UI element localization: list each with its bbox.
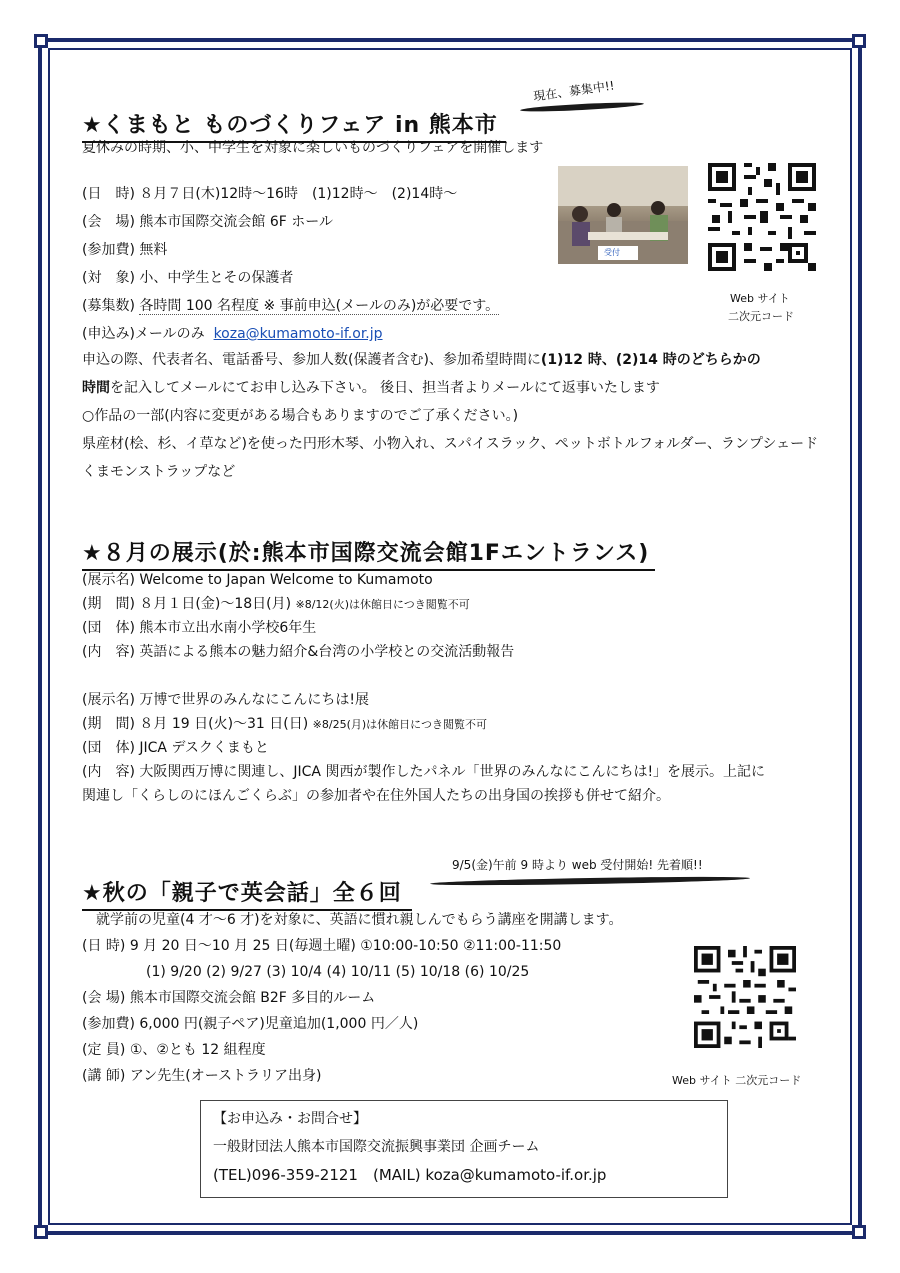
exhibit1-row: (内 容) 英語による熊本の魅力紹介&台湾の小学校との交流活動報告 (82, 644, 515, 660)
info-row-datetime: (日 時) ８月７日(木)12時～16時 (1)12時～ (2)14時～ (82, 186, 458, 202)
info-row-fee: (参加費) 無料 (82, 242, 168, 258)
exhibit2-row: (展示名) 万博で世界のみんなにこんにちは!展 (82, 692, 370, 708)
apply-email-link[interactable]: koza@kumamoto-if.or.jp (213, 326, 383, 342)
info-row-venue: (会 場) 熊本市国際交流会館 B2F 多目的ルーム (82, 990, 376, 1006)
qr-caption: Web サイト (730, 292, 790, 305)
corner-ornament (852, 34, 866, 48)
web-registration-badge: 9/5(金)午前 9 時より web 受付開始! 先着順!! (452, 858, 703, 872)
section1-title: ★くまもと ものづくりフェア in 熊本市 (82, 108, 506, 143)
note-line: 時間を記入してメールにてお申し込み下さい。 後日、担当者よりメールにて返事いたします (82, 380, 660, 396)
event-photo (558, 166, 688, 264)
note-line: 県産材(桧、杉、イ草など)を使った円形木琴、小物入れ、スパイスラック、ペットボトルフォルダー、ランプシェード (82, 436, 819, 452)
corner-ornament (852, 1225, 866, 1239)
contact-line: (TEL)096-359-2121 (MAIL) koza@kumamoto-if.or.jp (213, 1166, 607, 1184)
section3-intro: 就学前の児童(4 才～6 才)を対象に、英語に慣れ親しんでもらう講座を開講します。 (96, 912, 623, 928)
exhibit1-row: (団 体) 熊本市立出水南小学校6年生 (82, 620, 317, 636)
qr-code-website[interactable] (708, 163, 816, 271)
exhibit2-row: (団 体) JICA デスクくまもと (82, 740, 269, 756)
section2-title: ★８月の展示(於:熊本市国際交流会館1Fエントランス) (82, 536, 655, 571)
contact-box (200, 1100, 728, 1198)
info-row-fee: (参加費) 6,000 円(親子ペア)児童追加(1,000 円／人) (82, 1016, 419, 1032)
section3-title: ★秋の「親子で英会話」全６回 (82, 876, 412, 911)
exhibit1-row: (期 間) ８月１日(金)～18日(月) ※8/12(火)は休館日につき閲覧不可 (82, 596, 470, 612)
info-row-venue: (会 場) 熊本市国際交流会館 6F ホール (82, 214, 333, 230)
info-row-instructor: (講 師) アン先生(オーストラリア出身) (82, 1068, 322, 1084)
note-line: ○作品の一部(内容に変更がある場合もありますのでご了承ください。) (82, 408, 519, 424)
info-row-datetime: (日 時) 9 月 20 日～10 月 25 日(毎週土曜) ①10:00-10:50 ②11:00-11:50 (82, 938, 562, 954)
exhibit2-row: (期 間) ８月 19 日(火)～31 日(日) ※8/25(月)は休館日につき閲覧不可 (82, 716, 487, 732)
info-row-apply: (申込み)メールのみ koza@kumamoto-if.or.jp (82, 326, 383, 342)
recruiting-badge: 現在、募集中!! (532, 78, 616, 104)
qr-caption: 二次元コード (728, 310, 794, 323)
photo-sign: 受付 (604, 248, 620, 257)
exhibit2-row: 関連し「くらしのにほんごくらぶ」の参加者や在住外国人たちの出身国の挨拶も併せて紹介。 (82, 788, 670, 804)
corner-ornament (34, 34, 48, 48)
exhibit2-row: (内 容) 大阪関西万博に関連し、JICA 関西が製作したパネル「世界のみんなにこんにちは!」を展示。上記に (82, 764, 766, 780)
note-line: 申込の際、代表者名、電話番号、参加人数(保護者含む)、参加希望時間に(1)12 時、(2)14 時のどちらかの (82, 352, 761, 368)
qr-code-website[interactable] (694, 946, 796, 1048)
exhibit1-row: (展示名) Welcome to Japan Welcome to Kumamoto (82, 572, 433, 588)
contact-heading: 【お申込み・お問合せ】 (213, 1111, 367, 1127)
note-line: くまモンストラップなど (82, 464, 236, 480)
section1-intro: 夏休みの時期、小、中学生を対象に楽しいものづくりフェアを開催します (82, 140, 544, 156)
qr-caption: Web サイト 二次元コード (672, 1074, 802, 1087)
info-row-capacity: (定 員) ①、②とも 12 組程度 (82, 1042, 266, 1058)
info-row-target: (対 象) 小、中学生とその保護者 (82, 270, 294, 286)
contact-org: 一般財団法人熊本市国際交流振興事業団 企画チーム (213, 1139, 540, 1155)
session-dates: (1) 9/20 (2) 9/27 (3) 10/4 (4) 10/11 (5) 10/18 (6) 10/25 (146, 964, 530, 980)
corner-ornament (34, 1225, 48, 1239)
info-row-capacity: (募集数) 各時間 100 名程度 ※ 事前申込(メールのみ)が必要です。 (82, 298, 500, 314)
